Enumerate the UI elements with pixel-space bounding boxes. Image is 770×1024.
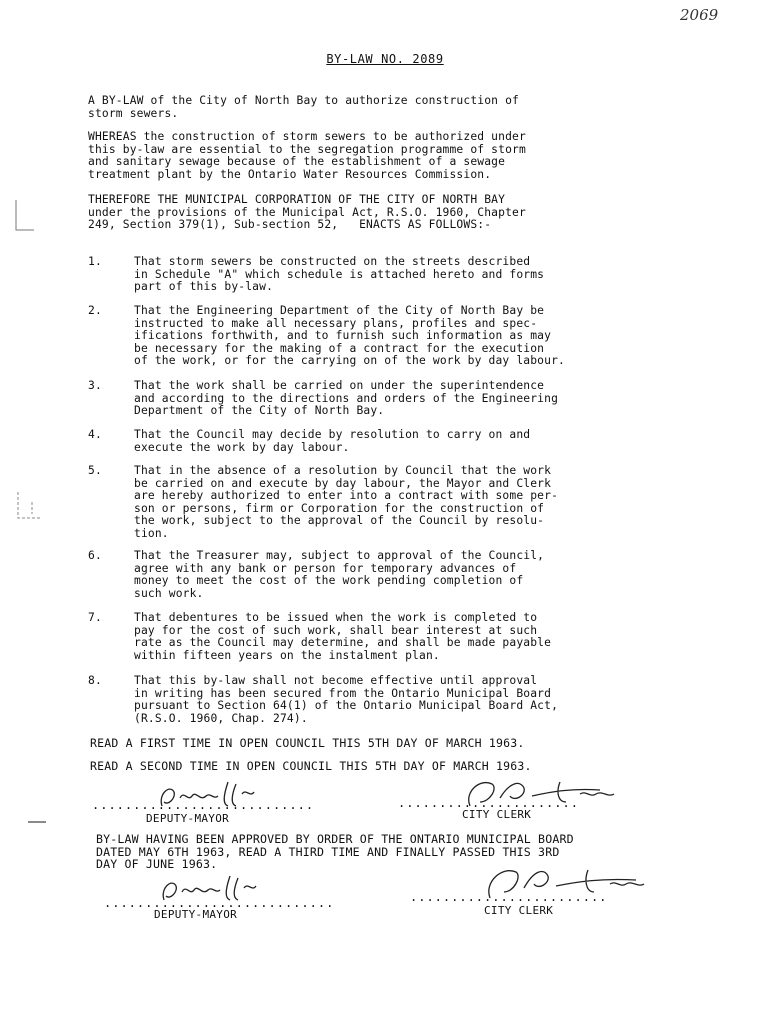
city-clerk-label-final: CITY CLERK (484, 904, 554, 917)
signature-line-right: ...................... (398, 796, 579, 810)
margin-bracket-mark (10, 196, 40, 236)
read-second-line: READ A SECOND TIME IN OPEN COUNCIL THIS 5TH DAY OF MARCH 1963. (90, 759, 532, 773)
clause-text: That the work shall be carried on under the superintendence and according to the directions and orders of the Engineering Department of the City of North Bay. (134, 379, 559, 418)
clause-number: 4. (88, 428, 102, 441)
margin-bracket-mark (10, 488, 44, 528)
whereas-text: WHEREAS the construction of storm sewers to be authorized under this by-law are essential to the segregation programme of storm and sanitary sewage because of the establishment of a sewage treatment plant by the Ontario Water Resources Commission. (88, 130, 526, 181)
clause-text: That the Engineering Department of the City of North Bay be instructed to make all necessary plans, profiles and spec- ifications forthwith, and to furnish such information as may be necessary for the making of a contract for the execution of the work, or for the carrying on of the work by day labour. (134, 304, 565, 368)
clause-text: That storm sewers be constructed on the streets described in Schedule "A" which schedule is attached hereto and forms part of this by-law. (134, 255, 545, 294)
clause-number: 6. (88, 549, 102, 562)
bylaw-title: BY-LAW NO. 2089 (326, 52, 444, 66)
clause-number: 1. (88, 255, 102, 268)
margin-dash-mark (26, 818, 50, 826)
clause-text: That this by-law shall not become effective until approval in writing has been secured from the Ontario Municipal Board pursuant to Section 64(1) of the Ontario Municipal Board Act, (R.S.O. 1960, Chap. 274). (134, 674, 559, 725)
signature-line-right-final: ........................ (410, 890, 608, 904)
clause-number: 3. (88, 379, 102, 392)
clause-number: 8. (88, 674, 102, 687)
clause-number: 5. (88, 464, 102, 477)
read-first-line: READ A FIRST TIME IN OPEN COUNCIL THIS 5TH DAY OF MARCH 1963. (90, 736, 525, 750)
therefore-text: THEREFORE THE MUNICIPAL CORPORATION OF THE CITY OF NORTH BAY under the provisions of the Municipal Act, R.S.O. 1960, Chapter 249, Section 379(1), Sub-section 52, ENACTS AS FOLLOWS:- (88, 193, 526, 232)
approval-text: BY-LAW HAVING BEEN APPROVED BY ORDER OF THE ONTARIO MUNICIPAL BOARD DATED MAY 6TH 1963, READ A THIRD TIME AND FINALLY PASSED THIS 3RD DAY OF JUNE 1963. (96, 832, 574, 872)
clause-text: That debentures to be issued when the work is completed to pay for the cost of such work, shall bear interest at such rate as the Council may determine, and shall be made payable within fifteen years on the instalment plan. (134, 611, 552, 662)
deputy-mayor-label: DEPUTY-MAYOR (146, 812, 230, 825)
clause-number: 7. (88, 611, 102, 624)
signature-line-left-final: ............................ (104, 896, 335, 910)
preamble-text: A BY-LAW of the City of North Bay to authorize construction of storm sewers. (88, 94, 519, 120)
signature-line-left: ........................... (92, 798, 315, 812)
deputy-mayor-label-final: DEPUTY-MAYOR (154, 908, 238, 921)
city-clerk-label: CITY CLERK (462, 808, 532, 821)
clause-text: That the Treasurer may, subject to approval of the Council, agree with any bank or person for temporary advances of money to meet the cost of the work pending completion of such work. (134, 549, 545, 600)
clause-number: 2. (88, 304, 102, 317)
page-number: 2069 (680, 6, 719, 24)
clause-text: That the Council may decide by resolution to carry on and execute the work by day labour. (134, 428, 531, 454)
clause-text: That in the absence of a resolution by Council that the work be carried on and execute by day labour, the Mayor and Clerk are hereby authorized to enter into a contract with some per- son or persons, firm or Corporation for the construction of the work, subject to the approval of the Council by resolu- tion. (134, 464, 559, 540)
